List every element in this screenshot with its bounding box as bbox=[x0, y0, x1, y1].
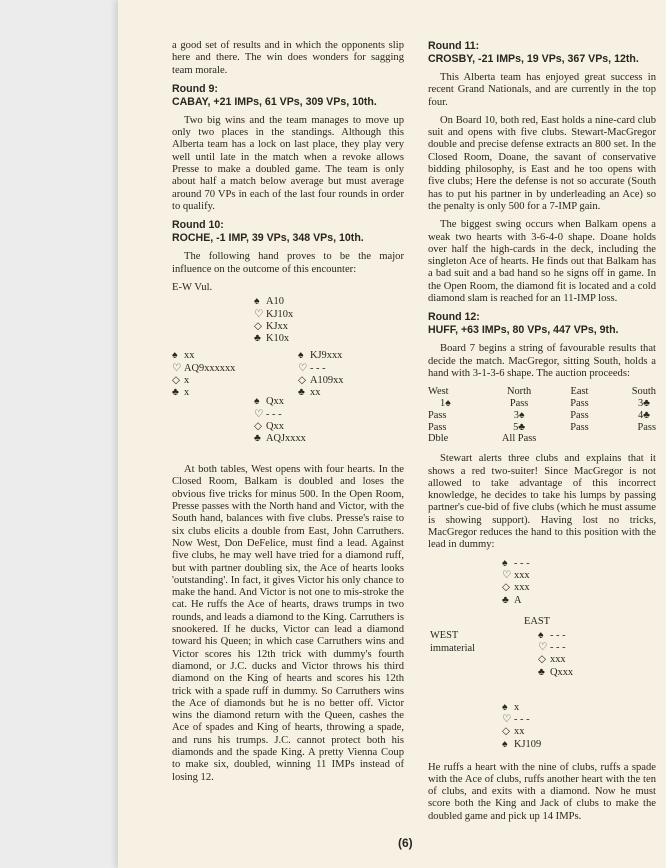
spade-icon: ♠ bbox=[172, 350, 178, 362]
left-column bbox=[172, 40, 404, 790]
ending-east-label: EAST bbox=[524, 615, 550, 627]
round-11-paragraph-3: The biggest swing occurs when Balkam opens a weak two hearts with 3-6-4-0 shape. Doane holds over half the high-cards in the deck, including the singleton Ace of hearts. He finds out that Balkam has a bad suit and a bad hand so he signs off in game. In the Open Room, the diamond fit is located and a cold diamond slam is reached for an 11-IMP loss. bbox=[428, 219, 656, 305]
west-hand: ♠ xx ♡ AQ9xxxxxx ◇ x ♣ x bbox=[172, 350, 236, 399]
round-10-result: ROCHE, -1 IMP, 39 VPs, 348 VPs, 10th. bbox=[172, 232, 364, 245]
vulnerability-label: E-W Vul. bbox=[172, 281, 213, 293]
diamond-icon: ◇ bbox=[254, 420, 262, 432]
right-column bbox=[428, 40, 656, 829]
round-12-heading: Round 12: bbox=[428, 311, 480, 324]
round-11-heading: Round 11: bbox=[428, 40, 480, 52]
auction-row: 1♠ Pass Pass 3♣ bbox=[440, 398, 650, 410]
round-12-paragraph-1: Board 7 begins a string of favourable results that decide the match. MacGregor, sitting South, holds a hand with 3-1-3-6 shape. The auction proceeds: bbox=[428, 343, 656, 379]
spade-icon: ♠ bbox=[254, 296, 260, 308]
club-icon: ♣ bbox=[254, 333, 261, 345]
diamond-icon: ◇ bbox=[254, 320, 262, 332]
round-12-result: HUFF, +63 IMPs, 80 VPs, 447 VPs, 9th. bbox=[428, 324, 619, 337]
diamond-icon: ◇ bbox=[172, 374, 180, 386]
heart-icon: ♡ bbox=[172, 362, 182, 374]
club-icon: ♣ bbox=[172, 387, 179, 399]
ending-west-label: WEST bbox=[430, 629, 459, 641]
spade-icon: ♠ bbox=[254, 396, 260, 408]
round-11-result: CROSBY, -21 IMPs, 19 VPs, 367 VPs, 12th. bbox=[428, 53, 639, 65]
spade-icon: ♠ bbox=[298, 350, 304, 362]
north-hand: ♠ A10 ♡ KJ10x ◇ KJxx ♣ K10x bbox=[254, 296, 294, 345]
club-icon: ♣ bbox=[538, 666, 545, 678]
spade-icon: ♠ bbox=[502, 738, 508, 750]
ending-north-hand: ♠ - - - ♡ xxx ◇ xxx ♣ A bbox=[502, 557, 530, 606]
ending-west-text: immaterial bbox=[430, 642, 476, 654]
spade-icon: ♠ bbox=[538, 629, 544, 641]
round-10-heading: Round 10: bbox=[172, 219, 224, 232]
heart-icon: ♡ bbox=[254, 308, 264, 320]
spade-icon: ♠ bbox=[502, 557, 508, 569]
round-12-paragraph-2: Stewart alerts three clubs and explains that it shows a red two-suiter! Since MacGregor is not allowed to take advantage of this incorrect knowledge, he decides to take his lumps by passing partner's cue-bid of five clubs (which he must assume is showing support). Having lost no tricks, MacGregor reduces the hand to this position with the lead in dummy: bbox=[428, 453, 656, 551]
round-9-paragraph: Two big wins and the team manages to move up only two places in the standings. Although this Alberta team has a lock on last place, they play very well until late in the match when a revoke allows Presse to make a doubled game. The team is only about half a match below average but must average around 70 VPs in each of the last four rounds in order to qualify. bbox=[172, 114, 404, 212]
deal-analysis-paragraph: At both tables, West opens with four hearts. In the Closed Room, Balkam is doubled and loses the obvious five tricks for minus 500. In the Open Room, Presse passes with the North hand and Victor, with the South hand, balances with five clubs. Presse's raise to six clubs elicits a double from East, John Carruthers. Now West, Don DeFelice, must find a lead. Against five clubs, he may well have tried for a diamond ruff, but with partner doubling six, the Ace of hearts looks 'outstanding'. In fact, it gives Victor his only chance to make the hand. And Victor is not one to mis-stroke the cat. He ruffs the Ace of hearts, draws trumps in two rounds, and leads a diamond to the King. Carruthers is snookered. If he ducks, Victor can lead a diamond toward his Queen; in which case Carruthers wins and Victor scores his 12th trick with dummy's fourth diamond, or J.C. ducks and Victor throws his third diamond on the King of hearts and scores his 12th trick with a spade ruff in dummy. So Carruthers wins the Ace of diamonds but he is no better off. Victor wins the diamond return with the Queen, cashes the Ace of spades and King of hearts, throwing a spade, and runs his trumps. J.C. cannot protect both his diamonds and the spade King. A pretty Vienna Coup to make six, doubled, winning 11 IMPs instead of losing 12. bbox=[172, 464, 404, 783]
ending-south-hand: ♠ x ♡ - - - ◇ xx ♠ KJ109 bbox=[502, 701, 542, 750]
club-icon: ♣ bbox=[502, 594, 509, 606]
diamond-icon: ◇ bbox=[538, 654, 546, 666]
ending-east-hand: ♠ - - - ♡ - - - ◇ xxx ♣ Qxxx bbox=[538, 629, 574, 678]
club-icon: ♣ bbox=[254, 433, 261, 445]
south-hand: ♠ Qxx ♡ - - - ◇ Qxx ♣ AQJxxxx bbox=[254, 396, 306, 445]
round-11-paragraph-1: This Alberta team has enjoyed great success in recent Grand Nationals, and are currently in the top four. bbox=[428, 72, 656, 108]
auction-row: Pass 5♣ Pass Pass bbox=[428, 421, 656, 433]
east-hand: ♠ KJ9xxx ♡ - - - ◇ A109xx ♣ xx bbox=[298, 350, 344, 399]
heart-icon: ♡ bbox=[502, 714, 512, 725]
spade-icon: ♠ bbox=[502, 701, 508, 713]
auction-header-row: West North East South bbox=[428, 386, 656, 398]
ending-diagram bbox=[428, 558, 656, 756]
diamond-icon: ◇ bbox=[502, 582, 510, 594]
auction-row: Dble All Pass bbox=[428, 433, 537, 445]
round-9-heading: Round 9: bbox=[172, 82, 218, 95]
page-number: (6) bbox=[398, 836, 413, 850]
heart-icon: ♡ bbox=[538, 642, 548, 653]
round-10-paragraph: The following hand proves to be the major influence on the outcome of this encounter: bbox=[172, 251, 404, 275]
round-9-result: CABAY, +21 IMPs, 61 VPs, 309 VPs, 10th. bbox=[172, 95, 377, 108]
diamond-icon: ◇ bbox=[502, 726, 510, 738]
auction-row: Pass 3♠ Pass 4♣ bbox=[428, 409, 650, 421]
deal-diagram bbox=[172, 296, 404, 456]
heart-icon: ♡ bbox=[298, 362, 308, 374]
intro-paragraph: a good set of results and in which the opponents slip here and there. The win does wonders for sagging team morale. bbox=[172, 40, 404, 76]
club-icon: ♣ bbox=[298, 387, 305, 399]
round-11-paragraph-2: On Board 10, both red, East holds a nine-card club suit and opens with five clubs. Stewart-MacGregor double and precise defense extracts an 800 set. In the Closed Room, Doane, the savant of conservative bidding philosophy, is East and he too opens with five clubs; Here the defense is not so accurate (South has to put his partner in by underleading an Ace) so the penalty is only 500 for a 7-IMP gain. bbox=[428, 114, 656, 212]
round-12-paragraph-3: He ruffs a heart with the nine of clubs, ruffs a spade with the Ace of clubs, ruffs another heart with the ten of clubs, and exits with a diamond. Now he must score both the King and Jack of clubs to make the doubled game and pick up 14 IMPs. bbox=[428, 761, 656, 822]
diamond-icon: ◇ bbox=[298, 374, 306, 386]
heart-icon: ♡ bbox=[254, 408, 264, 420]
heart-icon: ♡ bbox=[502, 570, 512, 581]
auction-table bbox=[428, 386, 656, 445]
